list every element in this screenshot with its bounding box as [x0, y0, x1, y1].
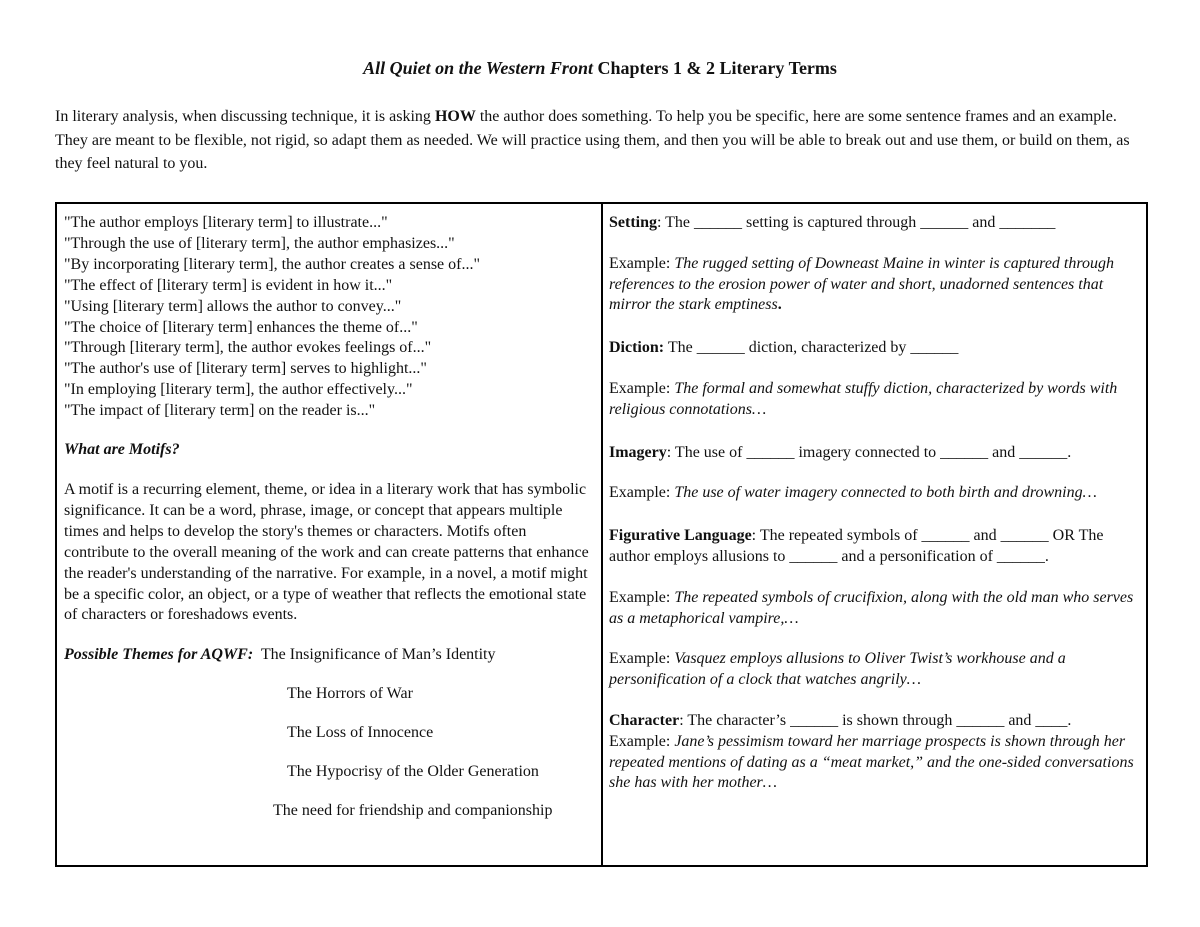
sentence-frame: "The choice of [literary term] enhances the theme of..." [64, 318, 418, 336]
motif-heading: What are Motifs? [64, 441, 180, 459]
diction-label: Diction: [609, 339, 665, 357]
intro-how: HOW [434, 108, 476, 125]
sentence-frame: "By incorporating [literary term], the author creates a sense of..." [64, 255, 481, 273]
theme-item: The Horrors of War [287, 685, 413, 703]
sentence-frame: "In employing [literary term], the author effectively..." [64, 381, 413, 399]
figurative-example [609, 588, 1139, 630]
character-example-text: Jane’s pessimism toward her marriage prospects is shown through her repeated mentions of dating as a “meat market,” and the one-sided conversations she has with her mother… [609, 732, 1134, 792]
figurative-example-text: The repeated symbols of crucifixion, along with the old man who serves as a metaphorical vampire,… [609, 588, 1134, 627]
intro-after: the author does something. To help you be specific, here are some sentence frames and an example. They are meant to be flexible, not rigid, so adapt them as needed. We will practice using them, and then you will be able to break out and use them, or build on them, as they feel natural to you. [55, 108, 1130, 172]
example-label: Example: [609, 484, 675, 502]
setting-frame-text: : The ______ setting is captured through ______ and _______ [657, 214, 1056, 231]
title-rest: Chapters 1 & 2 Literary Terms [592, 58, 837, 78]
character-example [609, 732, 1139, 794]
imagery-frame-text: : The use of ______ imagery connected to ______ and ______. [666, 443, 1072, 461]
terms-column [609, 213, 1139, 794]
sentence-frame: "Using [literary term] allows the author to convey..." [64, 297, 402, 315]
figurative-example-2-text: Vasquez employs allusions to Oliver Twist’s workhouse and a personification of a clock that watches angrily… [609, 650, 1066, 689]
diction-example-text: The formal and somewhat stuffy diction, characterized by words with religious connotations… [609, 379, 1118, 418]
diction-example [609, 379, 1139, 421]
theme-item: The Hypocrisy of the Older Generation [287, 763, 539, 781]
character-frame-text: : The character’s ______ is shown through ______ and ____. [679, 711, 1072, 729]
literary-terms-table [55, 202, 1148, 867]
example-label: Example: [609, 254, 675, 272]
page-title [0, 57, 1200, 79]
setting-example-text: The rugged setting of Downeast Maine in winter is captured through references to the erosion power of water and short, unadorned sentences that mirror the stark emptiness [609, 254, 1114, 314]
sentence-frame: "The author employs [literary term] to illustrate..." [64, 214, 388, 231]
figurative-frame-text: : The repeated symbols of ______ and ______ OR The author employs allusions to ______ and a personification of ______. [609, 527, 1104, 565]
theme-item: The Loss of Innocence [287, 724, 434, 742]
sentence-frames-list [64, 213, 594, 422]
setting-label: Setting [609, 214, 657, 231]
intro-before: In literary analysis, when discussing technique, it is asking [55, 108, 435, 125]
themes-row [64, 645, 594, 666]
column-divider [601, 204, 603, 865]
imagery-example-text: The use of water imagery connected to both birth and drowning… [674, 484, 1097, 502]
sentence-frame: "Through the use of [literary term], the author emphasizes..." [64, 234, 455, 252]
figurative-label: Figurative Language [609, 527, 752, 545]
imagery-example [609, 483, 1139, 504]
imagery-frame [609, 443, 1139, 464]
figurative-example-2 [609, 649, 1139, 691]
intro-paragraph [55, 105, 1147, 176]
themes-label: Possible Themes for AQWF: [64, 646, 254, 664]
example-label: Example: [609, 650, 675, 668]
imagery-label: Imagery [609, 443, 667, 461]
motif-definition: A motif is a recurring element, theme, or idea in a literary work that has symbolic significance. It can be a word, phrase, image, or concept that appears multiple times and helps to develop the story's themes or characters. Motifs often contribute to the overall meaning of the work and can create patterns that enhance the reader's understanding of the narrative. For example, in a novel, a motif might be a specific color, an object, or a type of weather that reflects the emotional state of characters or foreshadows events. [64, 480, 589, 624]
example-label: Example: [609, 379, 675, 397]
diction-frame-text: The ______ diction, characterized by ______ [664, 339, 959, 357]
figurative-frame [609, 526, 1139, 568]
sentence-frame: "The impact of [literary term] on the reader is..." [64, 402, 376, 420]
setting-frame [609, 213, 1139, 234]
sentence-frame: "Through [literary term], the author evokes feelings of..." [64, 339, 432, 357]
character-frame [609, 711, 1139, 732]
theme-item: The need for friendship and companionship [273, 801, 553, 819]
setting-example-period: . [777, 296, 782, 314]
title-book-name: All Quiet on the Western Front [363, 58, 593, 78]
diction-frame [609, 338, 1139, 359]
setting-example [609, 254, 1139, 316]
example-label: Example: [609, 588, 675, 606]
character-label: Character [609, 711, 680, 729]
example-label: Example: [609, 732, 675, 750]
sentence-frame: "The author's use of [literary term] serves to highlight..." [64, 360, 427, 378]
sentence-frames-column [64, 213, 594, 822]
sentence-frame: "The effect of [literary term] is evident in how it..." [64, 276, 393, 294]
theme-item: The Insignificance of Man’s Identity [260, 646, 496, 664]
